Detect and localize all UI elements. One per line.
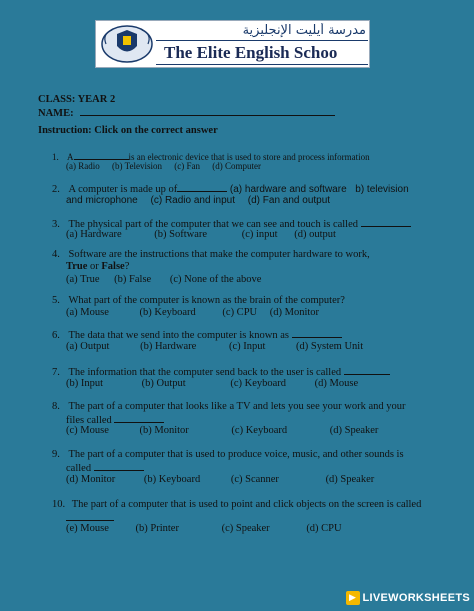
option-button[interactable]: (d) System Unit (296, 341, 364, 352)
school-crest-icon (100, 24, 154, 64)
question-4-stem-line2: True or False? (66, 261, 130, 272)
option-button[interactable]: (d) CPU (306, 523, 342, 534)
option-button[interactable]: (a) hardware and software (229, 184, 347, 195)
option-button[interactable]: (c) Radio and input (150, 195, 235, 206)
question-5-options (66, 307, 319, 320)
question-8-stem: 8. The part of a computer that looks like a TV and lets you see your work and your (52, 401, 406, 412)
question-7-options (66, 378, 358, 391)
liveworksheets-text: LIVEWORKSHEETS (362, 592, 470, 604)
question-6-options (66, 341, 363, 354)
option-button[interactable]: (b) Output (141, 378, 186, 389)
answer-blank (292, 328, 342, 338)
answer-blank (344, 365, 390, 375)
option-button[interactable]: (b) Input (66, 378, 104, 389)
option-button[interactable]: (c) Scanner (230, 474, 279, 485)
name-label: NAME: (38, 108, 74, 119)
option-button[interactable]: (b) Monitor (139, 425, 189, 436)
question-1-stem: 1. A is an electronic device that is used to store and process information (52, 152, 370, 162)
option-button[interactable]: (c) Keyboard (231, 425, 288, 436)
option-button[interactable]: (c) input (241, 229, 278, 240)
answer-blank (66, 511, 114, 521)
school-header-banner (95, 20, 370, 68)
question-10-options (66, 523, 342, 536)
option-button[interactable]: (b) Television (112, 161, 162, 171)
option-button[interactable]: (a) Hardware (66, 229, 122, 240)
option-button[interactable]: (b) False (114, 274, 152, 285)
question-6-stem: 6. The data that we send into the computer is known as (52, 328, 342, 343)
school-name-english: The Elite English Schoo (164, 43, 338, 62)
option-button[interactable]: (d) Speaker (329, 425, 379, 436)
answer-blank (361, 217, 411, 227)
option-button[interactable]: (a) True (66, 274, 100, 285)
question-1-options (66, 161, 261, 172)
option-button[interactable]: (c) CPU (222, 307, 258, 318)
question-3-stem: 3. The physical part of the computer that we can see and touch is called (52, 217, 411, 232)
question-7-stem: 7. The information that the computer send back to the user is called (52, 365, 390, 380)
question-10-stem: 10. The part of a computer that is used to point and click objects on the screen is called (52, 499, 422, 510)
option-button[interactable]: (a) Output (66, 341, 110, 352)
option-button[interactable]: (c) Fan (174, 161, 200, 171)
liveworksheets-badge[interactable] (346, 589, 471, 607)
option-button[interactable]: (a) Mouse (66, 307, 109, 318)
question-9-stem-line2: called (66, 461, 144, 476)
name-row (38, 106, 335, 119)
option-button[interactable]: (d) Monitor (269, 307, 320, 318)
name-input-line[interactable] (80, 106, 335, 116)
option-button[interactable]: (c) Mouse (66, 425, 109, 436)
question-8-options (66, 425, 378, 438)
question-9-options (66, 474, 374, 487)
option-button[interactable]: (c) None of the above (169, 274, 262, 285)
option-button[interactable]: (b) Software (154, 229, 208, 240)
option-button[interactable]: (c) Input (228, 341, 266, 352)
question-2-stem: 2. A computer is made up of (a) hardware and software b) television (52, 184, 409, 195)
option-button[interactable]: (b) Hardware (140, 341, 197, 352)
option-button[interactable]: b) television (355, 184, 409, 195)
question-8-stem-line2: files called (66, 413, 164, 428)
question-2-options-row2 (66, 195, 330, 208)
option-button[interactable]: (d) output (294, 229, 336, 240)
question-5-stem: 5. What part of the computer is known as the brain of the computer? (52, 295, 345, 306)
answer-blank (94, 461, 144, 471)
instruction-text: Instruction: Click on the correct answer (38, 125, 218, 136)
header-divider-bottom (156, 64, 368, 65)
option-button[interactable]: (c) Keyboard (230, 378, 287, 389)
option-button[interactable]: (d) Computer (212, 161, 261, 171)
option-button[interactable]: (d) Mouse (314, 378, 359, 389)
option-button[interactable]: (d) Fan and output (247, 195, 331, 206)
school-name-arabic: مدرسة أيليت الإنجليزية (242, 23, 366, 38)
answer-blank (114, 413, 164, 423)
option-button[interactable]: (c) Speaker (221, 523, 270, 534)
option-button[interactable]: (d) Speaker (325, 474, 375, 485)
class-label: CLASS: YEAR 2 (38, 94, 116, 105)
option-button[interactable]: (b) Printer (135, 523, 179, 534)
option-button[interactable]: (b) Keyboard (143, 474, 201, 485)
answer-blank (177, 182, 227, 192)
option-button[interactable]: (b) Keyboard (139, 307, 196, 318)
liveworksheets-logo-icon: ▶ (346, 591, 360, 605)
question-9-stem: 9. The part of a computer that is used to produce voice, music, and other sounds is (52, 449, 404, 460)
question-4-options (66, 274, 261, 287)
option-button[interactable]: (e) Mouse (66, 523, 109, 534)
option-button[interactable]: and microphone (66, 195, 138, 206)
question-3-options (66, 229, 336, 242)
option-button[interactable]: (a) Radio (66, 161, 100, 171)
option-button[interactable]: (d) Monitor (66, 474, 116, 485)
question-4-stem: 4. Software are the instructions that make the computer hardware to work, (52, 249, 370, 260)
answer-blank (74, 150, 129, 160)
header-divider-top (156, 40, 368, 41)
